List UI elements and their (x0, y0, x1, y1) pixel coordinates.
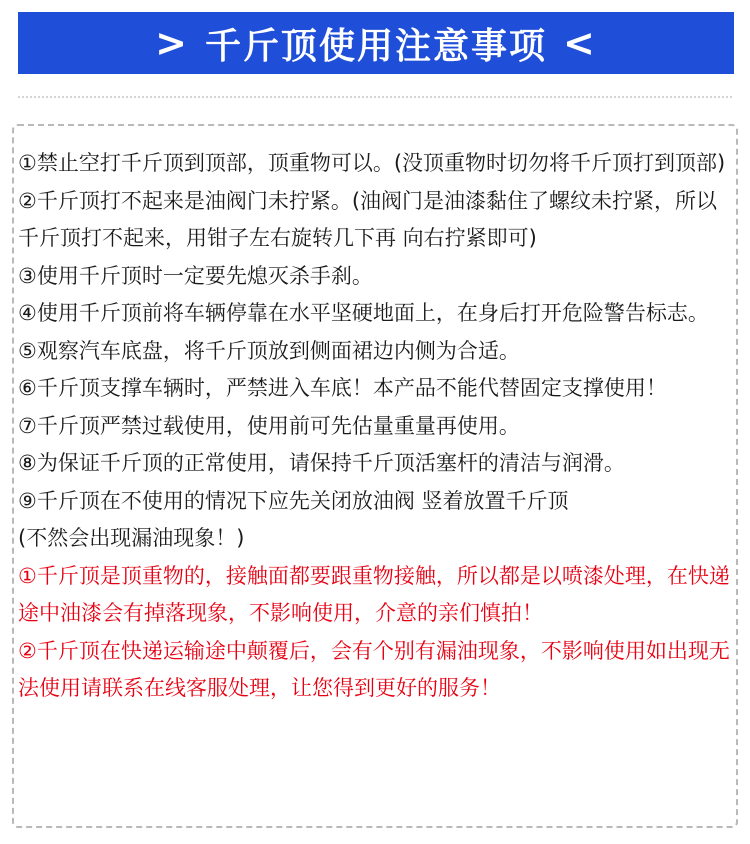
note-item: ④使用千斤顶前将车辆停靠在水平坚硬地面上，在身后打开危险警告标志。 (18, 301, 709, 325)
page-title: 千斤顶使用注意事项 (204, 25, 547, 67)
note-item: ③使用千斤顶时一定要先熄灭杀手刹。 (18, 263, 373, 288)
dotted-divider (18, 96, 732, 98)
note-item: (不然会出现漏油现象！) (18, 526, 245, 550)
title-banner (18, 12, 734, 74)
warning-item: ②千斤顶在快递运输途中颠覆后，会有个别有漏油现象，不影响使用如出现无法使用请联系在线客服处理，让您得到更好的服务！ (18, 638, 730, 700)
note-item: ①禁止空打千斤顶到顶部，顶重物可以。(没顶重物时切勿将千斤顶打到顶部) (18, 151, 726, 175)
note-item: ⑧为保证千斤顶的正常使用，请保持千斤顶活塞杆的清洁与润滑。 (18, 451, 625, 475)
note-item: ⑦千斤顶严禁过载使用，使用前可先估量重量再使用。 (18, 413, 520, 438)
note-item: ⑤观察汽车底盘，将千斤顶放到侧面裙边内侧为合适。 (18, 338, 520, 363)
note-item: ⑨千斤顶在不使用的情况下应先关闭放油阀 竖着放置千斤顶 (18, 488, 569, 513)
chevron-left-icon: < (563, 21, 597, 65)
note-item: ②千斤顶打不起来是油阀门未拧紧。(油阀门是油漆黏住了螺纹未拧紧，所以千斤顶打不起来，用钳子左右旋转几下再 向右拧紧即可) (18, 188, 718, 250)
notes-content (18, 145, 734, 708)
warning-item: ①千斤顶是顶重物的，接触面都要跟重物接触，所以都是以喷漆处理，在快递途中油漆会有掉落现象，不影响使用，介意的亲们慎拍！ (18, 563, 730, 625)
chevron-right-icon: > (155, 21, 189, 65)
note-item: ⑥千斤顶支撑车辆时，严禁进入车底！本产品不能代替固定支撑使用！ (18, 376, 667, 400)
